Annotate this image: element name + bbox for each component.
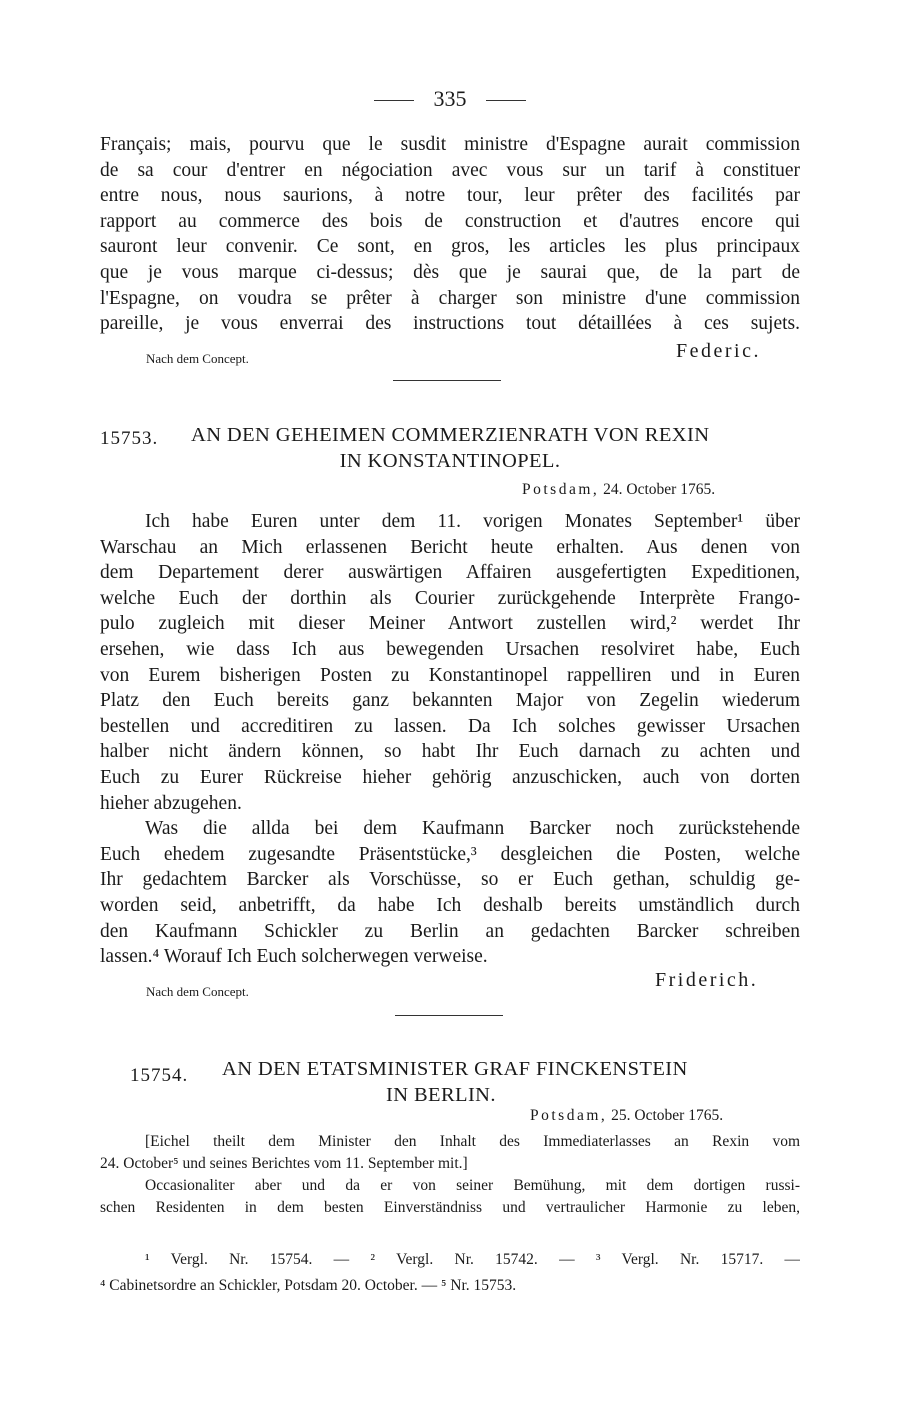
text-line: rapport au commerce des bois de construction et d'autres encore qui: [100, 210, 800, 232]
text-line: Ihr gedachtem Barcker als Vorschüsse, so er Euch gethan, schuldig ge-: [100, 869, 800, 891]
text-line: welche Euch der dorthin als Courier zurückgehende Interprète Frango-: [100, 587, 800, 609]
letter-heading: AN DEN GEHEIMEN COMMERZIENRATH VON REXIN: [191, 424, 710, 446]
text-line: Warschau an Mich erlassenen Bericht heute erhalten. Aus denen von: [100, 536, 800, 558]
letter-date: 25. October 1765.: [611, 1107, 724, 1124]
page-number-dash-left: [374, 100, 414, 101]
text-line: hieher abzugehen.: [100, 792, 242, 814]
page-number: 335: [433, 86, 467, 111]
letter-number: 15753.: [100, 428, 159, 449]
text-line: dem Departement derer auswärtigen Affairen ausgefertigten Expeditionen,: [100, 562, 800, 584]
text-line: Français; mais, pourvu que le susdit ministre d'Espagne aurait commission: [100, 134, 800, 155]
letter-date: 24. October 1765.: [603, 481, 716, 498]
page-number-row: [0, 86, 900, 112]
text-line: Platz den Euch bereits ganz bekannten Major von Zegelin wiederum: [100, 690, 800, 712]
footnote-line: ¹ Vergl. Nr. 15754. — ² Vergl. Nr. 15742. — ³ Vergl. Nr. 15717. —: [145, 1251, 800, 1268]
footnote-line: ⁴ Cabinetsordre an Schickler, Potsdam 20. October. — ⁵ Nr. 15753.: [100, 1276, 517, 1294]
text-line: ersehen, wie dass Ich aus bewegenden Ursachen resolviret habe, Euch: [100, 638, 800, 660]
letter-body: [100, 509, 800, 970]
editorial-line: [Eichel theilt dem Minister den Inhalt des Immediaterlasses an Rexin vom: [145, 1133, 800, 1150]
text-line: Was die allda bei dem Kaufmann Barcker noch zurückstehende: [145, 818, 800, 840]
text-line: Ich habe Euren unter dem 11. vorigen Monates September¹ über: [145, 511, 800, 532]
section-divider: [395, 1015, 503, 1016]
letter-heading-line2: IN KONSTANTINOPEL.: [339, 450, 561, 472]
footnotes: [100, 1249, 800, 1300]
text-line: halber nicht ändern können, so habt Ihr Euch darnach zu achten und: [100, 741, 800, 763]
text-line: den Kaufmann Schickler zu Berlin an gedachten Barcker schreiben: [100, 920, 800, 942]
text-line: Euch zu Eurer Rückreise hieher gehörig anzuschicken, auch von dorten: [100, 766, 800, 788]
section-divider: [393, 380, 501, 381]
text-line: von Eurem bisherigen Posten zu Konstantinopel rappelliren und in Euren: [100, 664, 800, 686]
source-note: Nach dem Concept.: [146, 984, 249, 999]
text-line: l'Espagne, on voudra se prêter à charger son ministre d'une commission: [100, 287, 800, 309]
signature: Federic.: [676, 340, 761, 362]
text-line: lassen.⁴ Worauf Ich Euch solcherwegen verweise.: [100, 946, 488, 968]
letter-dateline: [530, 1107, 723, 1125]
letter-heading-line2: IN BERLIN.: [386, 1084, 496, 1106]
letter-place: Potsdam,: [530, 1107, 608, 1124]
editorial-note: [100, 1131, 800, 1219]
text-line: de sa cour d'entrer en négociation avec vous sur un tarif à constituer: [100, 159, 800, 181]
editorial-line: 24. October⁵ und seines Berichtes vom 11. September mit.]: [100, 1155, 468, 1172]
text-line: Occasionaliter aber und da er von seiner Bemühung, mit dem dortigen russi-: [145, 1177, 800, 1194]
letter-heading: AN DEN ETATSMINISTER GRAF FINCKENSTEIN: [222, 1058, 688, 1080]
text-line: bestellen und accreditiren zu lassen. Da Ich solches gewisser Ursachen: [100, 715, 800, 737]
text-line: entre nous, nous saurions, à notre tour, leur prêter des facilités par: [100, 185, 800, 207]
text-line: pareille, je vous enverrai des instructions tout détaillées à ces sujets.: [100, 313, 800, 335]
section1-body: [100, 132, 800, 337]
letter-place: Potsdam,: [522, 481, 600, 498]
signature: Friderich.: [655, 969, 759, 991]
letter-number: 15754.: [130, 1065, 189, 1086]
text-line: schen Residenten in dem besten Einverständniss und vertraulicher Harmonie zu leben,: [100, 1199, 800, 1216]
page-number-dash-right: [486, 100, 526, 101]
source-note: Nach dem Concept.: [146, 351, 249, 366]
text-line: pulo zugleich mit dieser Meiner Antwort zustellen wird,² werdet Ihr: [100, 613, 800, 635]
letter-dateline: [522, 481, 715, 499]
text-line: sauront leur convenir. Ce sont, en gros, les articles les plus principaux: [100, 236, 800, 258]
text-line: worden seid, anbetrifft, da habe Ich deshalb bereits umständlich durch: [100, 894, 800, 916]
text-line: Euch ehedem zugesandte Präsentstücke,³ desgleichen die Posten, welche: [100, 843, 800, 865]
text-line: que je vous marque ci-dessus; dès que je saurai que, de la part de: [100, 261, 800, 283]
